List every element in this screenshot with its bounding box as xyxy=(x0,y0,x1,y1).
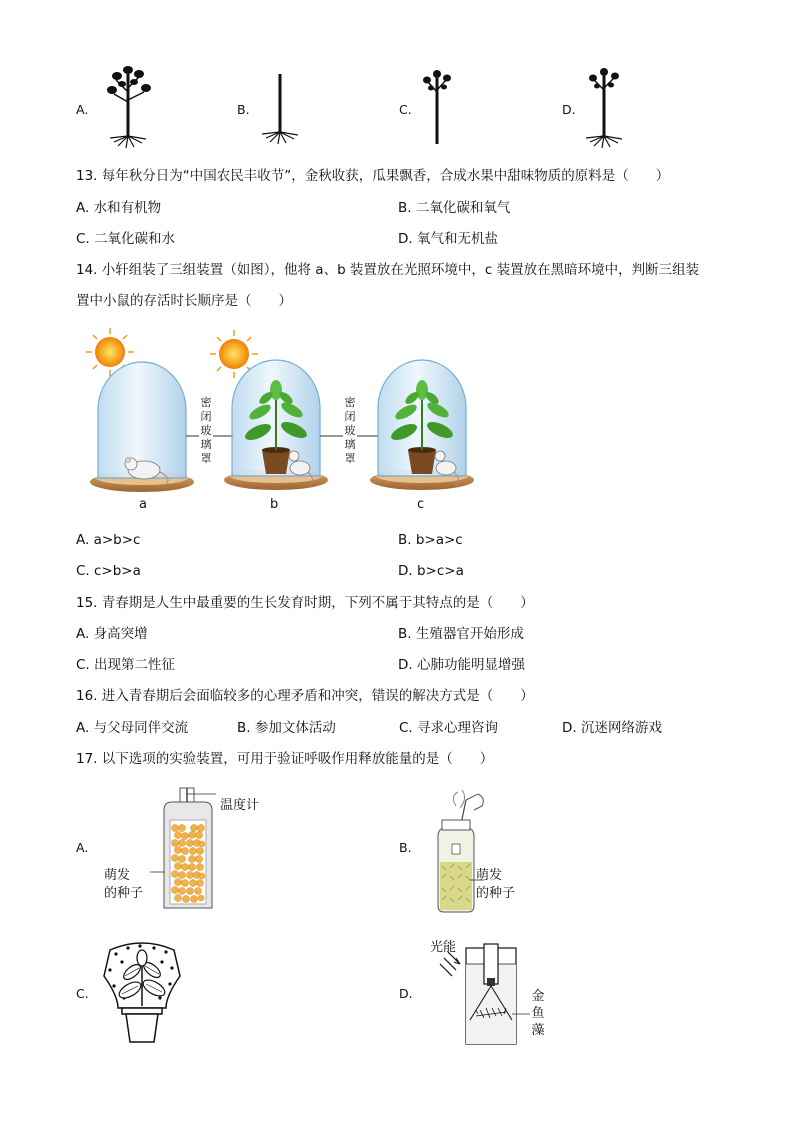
germinating-seeds-label-a2: 的种子 xyxy=(104,886,144,901)
sealed-glass-jar-label-1: 密闭玻璃罩 xyxy=(200,396,212,465)
tree-with-leaves-and-roots-icon xyxy=(584,66,624,148)
q12-option-c-label[interactable]: C. xyxy=(399,102,412,117)
q12-option-a-label[interactable]: A. xyxy=(76,102,89,117)
q17-option-a-label[interactable]: A. xyxy=(76,840,89,855)
aquatic-plant-light-figure xyxy=(440,944,530,1046)
bell-jar-a xyxy=(90,362,194,492)
q13-option-b[interactable]: B. 二氧化碳和氧气 xyxy=(398,200,511,216)
q14-stem-line2: 置中小鼠的存活时长顺序是（ ） xyxy=(76,293,292,309)
stem-with-roots-icon xyxy=(258,74,302,144)
q15-option-a[interactable]: A. 身高突增 xyxy=(76,626,148,642)
thermos-seeds-thermometer-figure xyxy=(160,788,216,912)
q17-option-d-label[interactable]: D. xyxy=(399,986,413,1001)
q16-stem: 16. 进入青春期后会面临较多的心理矛盾和冲突，错误的解决方式是（ ） xyxy=(76,688,534,704)
q14-option-a[interactable]: A. a>b>c xyxy=(76,532,141,548)
q15-stem: 15. 青春期是人生中最重要的生长发育时期，下列不属于其特点的是（ ） xyxy=(76,595,534,611)
germinating-seeds-label-a1: 萌发 xyxy=(104,868,131,883)
germinating-seeds-label-b1: 萌发 xyxy=(476,868,503,883)
q17-stem: 17. 以下选项的实验装置，可用于验证呼吸作用释放能量的是（ ） xyxy=(76,751,494,767)
q14-option-c[interactable]: C. c>b>a xyxy=(76,563,141,579)
q12-option-d-label[interactable]: D. xyxy=(562,102,576,117)
light-energy-label: 光能 xyxy=(430,940,457,955)
jar-label-b: b xyxy=(270,497,279,512)
q13-option-c[interactable]: C. 二氧化碳和水 xyxy=(76,231,176,247)
bell-jar-c xyxy=(370,360,474,490)
covered-potted-plant-figure xyxy=(100,936,184,1048)
q14-option-b[interactable]: B. b>a>c xyxy=(398,532,463,548)
sealed-glass-jar-label-2: 密闭玻璃罩 xyxy=(344,396,356,465)
q14-option-d[interactable]: D. b>c>a xyxy=(398,563,464,579)
jar-label-c: c xyxy=(417,497,425,512)
q17-option-c-label[interactable]: C. xyxy=(76,986,89,1001)
bell-jar-experiment-figure xyxy=(86,328,486,504)
q16-option-a[interactable]: A. 与父母同伴交流 xyxy=(76,720,189,736)
jar-label-a: a xyxy=(139,497,147,512)
thermometer-label: 温度计 xyxy=(220,798,260,813)
q15-option-c[interactable]: C. 出现第二性征 xyxy=(76,657,176,673)
tree-with-leaves-and-roots-icon xyxy=(104,62,154,148)
q12-option-b-label[interactable]: B. xyxy=(237,102,250,117)
q15-option-b[interactable]: B. 生殖器官开始形成 xyxy=(398,626,524,642)
q13-stem: 13. 每年秋分日为“中国农民丰收节”，金秋收获，瓜果飘香，合成水果中甜味物质的原料是（ ） xyxy=(76,168,670,184)
q17-option-b-label[interactable]: B. xyxy=(399,840,412,855)
q16-option-d[interactable]: D. 沉迷网络游戏 xyxy=(562,720,662,736)
q15-option-d[interactable]: D. 心肺功能明显增强 xyxy=(398,657,525,673)
bell-jar-b xyxy=(224,360,328,490)
germinating-seeds-label-b2: 的种子 xyxy=(476,886,516,901)
q13-option-a[interactable]: A. 水和有机物 xyxy=(76,200,162,216)
tree-with-leaves-no-roots-icon xyxy=(422,68,452,144)
q16-option-c[interactable]: C. 寻求心理咨询 xyxy=(399,720,499,736)
q16-option-b[interactable]: B. 参加文体活动 xyxy=(237,720,336,736)
q13-option-d[interactable]: D. 氧气和无机盐 xyxy=(398,231,498,247)
hornwort-label: 金鱼藻 xyxy=(531,989,545,1038)
q14-stem-line1: 14. 小轩组装了三组装置（如图），他将 a、b 装置放在光照环境中，c 装置放在黑暗环境中，判断三组装 xyxy=(76,262,700,278)
